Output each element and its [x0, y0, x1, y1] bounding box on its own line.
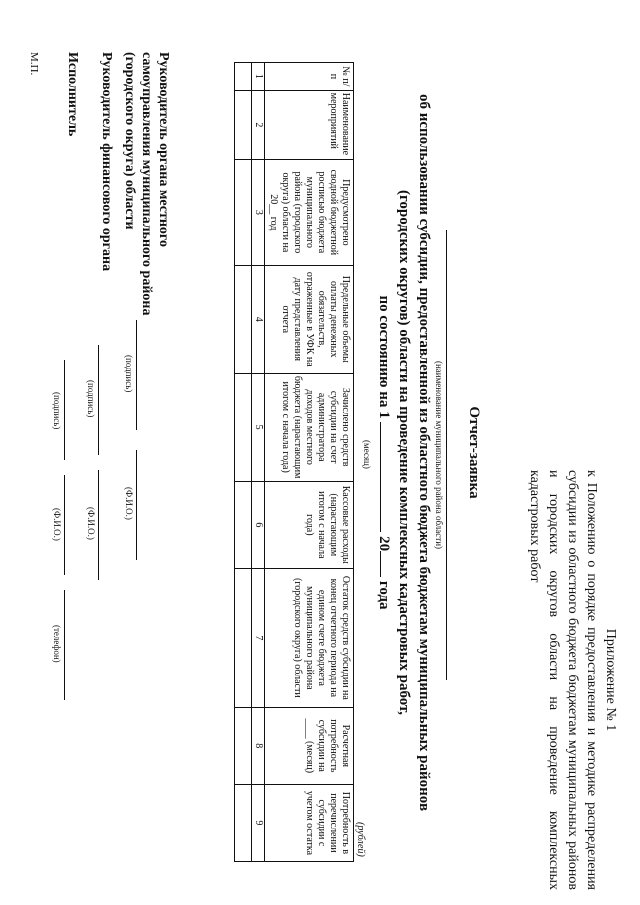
number-cell: 4	[252, 265, 265, 373]
appendix-head: Приложение № 1	[603, 628, 618, 732]
empty-cell	[235, 569, 252, 708]
exec-fio-caption: (Ф.И.О.)	[52, 508, 62, 541]
number-cell: 5	[252, 373, 265, 481]
number-cell: 1	[252, 63, 265, 91]
empty-cell	[235, 159, 252, 265]
table-header-row	[265, 63, 354, 862]
fin-fio-caption: (Ф.И.О.)	[86, 507, 96, 540]
header-cell: Расчетная потребность субсидии на ____ (месяц)	[265, 707, 354, 784]
header-cell: Потребность в перечислении субсидии с учетом остатка	[265, 784, 354, 861]
year-suffix: года	[376, 580, 392, 610]
year-blank	[380, 551, 381, 577]
report-table	[234, 62, 354, 862]
appendix-text: к Положению о порядке предоставления и методике распределения субсидии из областного бюджета бюджетам муниципальных районов и городских округов области на проведение комплексных кадастровых работ	[527, 470, 599, 890]
head-sign-caption: (подпись)	[124, 355, 134, 393]
empty-cell	[235, 63, 252, 91]
empty-cell	[235, 373, 252, 481]
header-cell: Остаток средств субсидии на конец отчетного периода на едином счете бюджета муниципального района (городского округа) области	[265, 569, 354, 708]
fin-sign-caption: (подпись)	[86, 380, 96, 418]
empty-cell	[235, 707, 252, 784]
exec-fio-line	[64, 475, 65, 575]
signature-head-title	[121, 52, 172, 315]
header-cell: Зачислено средств субсидии на счет администратора доходов местного бюджета (нарастающим итогом с начала года)	[265, 373, 354, 481]
head-title-line-3: (городского округа) области	[122, 52, 137, 230]
header-cell: Кассовые расходы (нарастающим итогом с начала года)	[265, 481, 354, 568]
head-title-line-1: Руководитель органа местного	[156, 52, 171, 247]
empty-cell	[235, 90, 252, 159]
number-cell: 7	[252, 569, 265, 708]
head-fio-line	[136, 450, 137, 560]
empty-cell	[235, 784, 252, 861]
header-cell: Предусмотрено сводной бюджетной росписью бюджета муниципального района (городского округа) области на 20__ год	[265, 159, 354, 265]
fin-sign-line	[98, 345, 99, 455]
header-cell: Предельные объемы оплаты денежных обязательств, отраженные в УФК на дату представления отчета	[265, 265, 354, 373]
about-line-1: об использовании субсидии, предоставленной из областного бюджета бюджетам муниципальных районов	[416, 93, 432, 812]
appendix-block	[525, 470, 620, 890]
head-fio-caption: (Ф.И.О.)	[124, 487, 134, 520]
table-number-row	[252, 63, 265, 862]
exec-phone-line	[64, 590, 65, 700]
stamp-label: М.П.	[28, 52, 40, 76]
exec-phone-caption: (телефон)	[52, 625, 62, 663]
exec-title: Исполнитель	[65, 52, 80, 137]
state-line	[375, 0, 392, 905]
head-sign-line	[136, 320, 137, 430]
fin-title: Руководитель финансового органа	[99, 52, 114, 272]
number-cell: 2	[252, 90, 265, 159]
header-cell: Наименование мероприятий	[265, 90, 354, 159]
empty-cell	[235, 481, 252, 568]
number-cell: 6	[252, 481, 265, 568]
fin-fio-line	[98, 470, 99, 580]
table-empty-row	[235, 63, 252, 862]
unit-label: (рублей)	[355, 822, 366, 857]
number-cell: 8	[252, 707, 265, 784]
month-caption: (месяц)	[362, 440, 372, 469]
number-cell: 3	[252, 159, 265, 265]
number-cell: 9	[252, 784, 265, 861]
doc-title: Отчет-заявка	[466, 406, 482, 499]
month-blank	[380, 422, 381, 532]
about-line-2: (городских округов) области на проведение комплексных кадастровых работ,	[396, 189, 412, 716]
empty-cell	[235, 265, 252, 373]
region-caption: (наименование муниципального района области)	[434, 360, 444, 550]
exec-sign-caption: (подпись)	[52, 392, 62, 430]
header-cell: № п/п	[265, 63, 354, 91]
head-title-line-2: самоуправления муниципального района	[139, 52, 154, 316]
state-prefix: по состоянию на 1	[376, 295, 392, 419]
region-line	[446, 230, 447, 680]
exec-sign-line	[64, 360, 65, 460]
year-prefix: 20	[376, 536, 392, 552]
